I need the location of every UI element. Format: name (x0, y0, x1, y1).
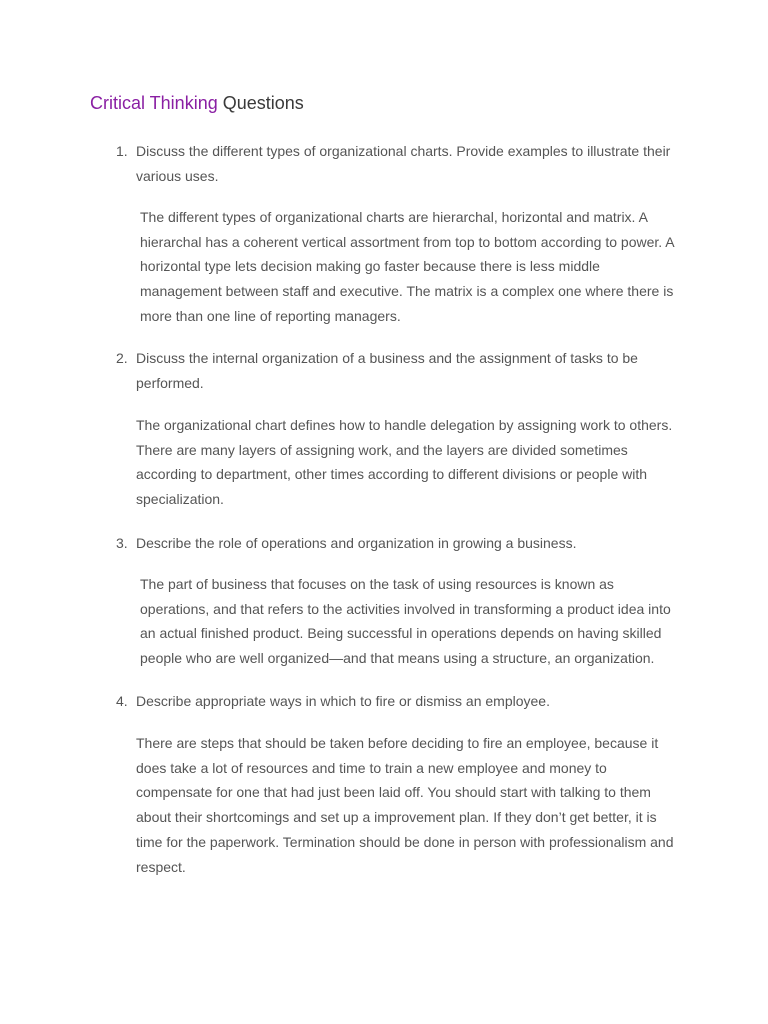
answer-2: The organizational chart defines how to handle delegation by assigning work to others. There are many layers of assigning work, and the layers are divided sometimes according to department, other times according to different divisions or people with specialization. (136, 417, 673, 508)
question-1 (116, 139, 676, 188)
question-text-line1: Describe appropriate ways in which to fire or dismiss an employee. (136, 693, 550, 709)
answer-4: There are steps that should be taken before deciding to fire an employee, because it does take a lot of resources and time to train a new employee and money to compensate for one that had just been laid off. You should start with talking to them about their shortcomings and set up a improvement plan. If they don’t get better, it is time for the paperwork. Termination should be done in person with professionalism and respect. (136, 735, 674, 875)
question-number: 3. (116, 535, 128, 551)
question-4 (116, 689, 676, 714)
title-rest: Questions (222, 93, 304, 113)
title-accent: Critical Thinking (90, 93, 218, 113)
question-2 (116, 346, 676, 395)
answer-3: The part of business that focuses on the task of using resources is known as operations, and that refers to the activities involved in transforming a product idea into an actual finished product. Being successful in operations depends on having skilled people who are well organized—and that means using a structure, an organization. (140, 576, 671, 667)
question-number: 2. (116, 350, 128, 366)
question-3 (116, 531, 676, 556)
page-title (90, 92, 304, 114)
question-text-line2: performed. (136, 374, 204, 391)
question-text-line2: various uses. (136, 167, 219, 184)
question-text-line1: Discuss the different types of organizational charts. Provide examples to illustrate their (136, 143, 671, 159)
question-number: 1. (116, 143, 128, 159)
answer-1: The different types of organizational charts are hierarchal, horizontal and matrix. A hierarchal has a coherent vertical assortment from top to bottom according to power. A horizontal type lets decision making go faster because there is less middle management between staff and executive. The matrix is a complex one where there is more than one line of reporting managers. (140, 209, 674, 324)
question-text-line1: Describe the role of operations and organization in growing a business. (136, 535, 577, 551)
question-number: 4. (116, 693, 128, 709)
question-text-line1: Discuss the internal organization of a business and the assignment of tasks to be (136, 350, 638, 366)
